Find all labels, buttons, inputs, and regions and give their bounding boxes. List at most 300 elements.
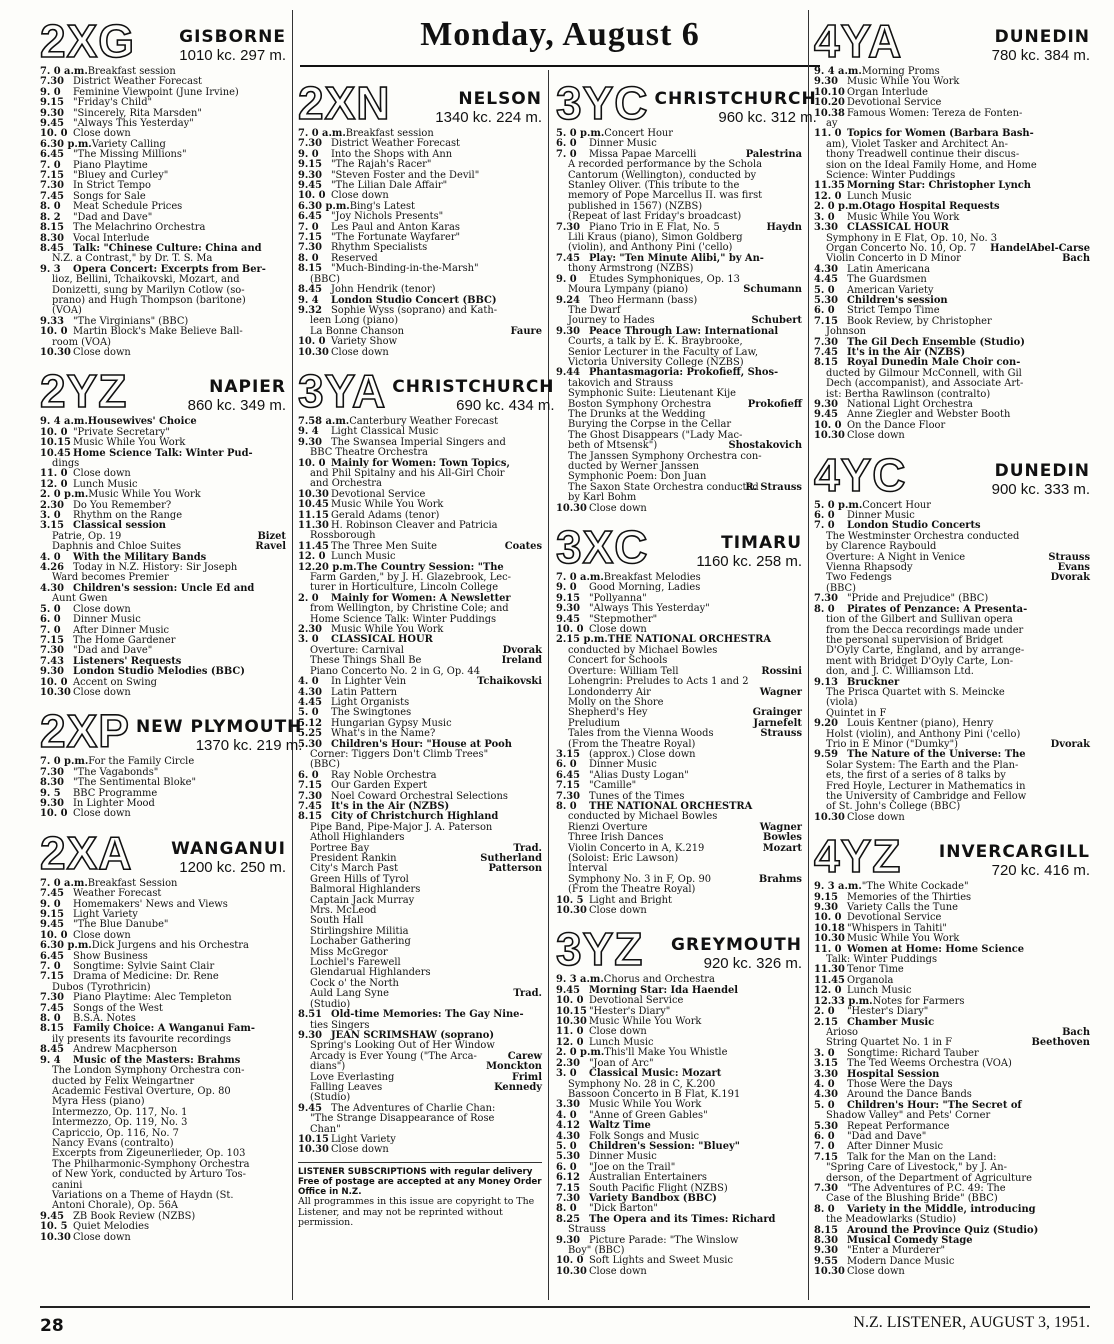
programme-title: Topics for Women (Barbara Bash-	[847, 128, 1034, 140]
programme-time: 5. 0	[814, 284, 835, 296]
station-call-sign: 3YA	[298, 364, 387, 417]
programme-title: Variety in the Middle, introducing	[847, 1203, 1036, 1215]
programme-time: 10.30	[814, 1266, 845, 1278]
programme-time: 10.30	[40, 686, 71, 698]
programme-title: thony Armstrong (NZBS)	[568, 263, 694, 275]
programme-title: Green Hills of Tyrol	[310, 873, 409, 885]
programme-line	[40, 1233, 286, 1243]
programme-title: Dinner Music	[589, 759, 657, 771]
programme-title: Light Variety	[73, 909, 138, 920]
composer: Dvorak	[502, 644, 542, 656]
composer: Bizet	[257, 530, 286, 542]
programme-title: Latin Americana	[847, 263, 930, 275]
programme-title: Johnson	[826, 326, 866, 338]
programme-time: 11. 0	[814, 128, 842, 140]
station-frequency: 1160 kc. 258 m.	[696, 553, 802, 571]
programme-line	[556, 906, 802, 916]
programme-time: 7. 0	[556, 148, 577, 160]
programme-title: Music While You Work	[331, 624, 444, 636]
programme-title: It's in the Air (NZBS)	[847, 346, 966, 358]
programme-title: Dech (accompanist), and Associate Art-	[826, 378, 1024, 390]
programme-title: "Pride and Prejudice" (BBC)	[847, 593, 989, 605]
programme-title: canini	[52, 1179, 83, 1191]
programme-title: Chan"	[310, 1123, 341, 1135]
programme-title: Organ Interlude	[847, 86, 929, 98]
station-header	[556, 76, 817, 129]
programme-time: 5.30	[814, 294, 839, 306]
station-call-sign: 2XN	[298, 77, 391, 129]
programme-title: The Three Men Suite	[331, 540, 437, 552]
programme-time: 7.30	[556, 790, 581, 802]
programme-line	[814, 1267, 1090, 1277]
programme-title: South Hall	[310, 915, 364, 927]
programme-title: Music While You Work	[88, 489, 201, 501]
programme-time: 9.24	[556, 294, 581, 306]
programme-time: 9. 0	[40, 898, 61, 910]
programme-title: Close down	[589, 905, 647, 917]
programme-title: Songs of the West	[73, 1002, 163, 1014]
programme-title: "Dad and Dave"	[73, 645, 153, 657]
programme-title: "Camille"	[589, 780, 637, 792]
programme-title: Strict Tempo Time	[847, 305, 940, 317]
programme-title: Musical Comedy Stage	[847, 1235, 973, 1247]
programme-time: 7.30	[40, 766, 65, 778]
programme-title: Chorus and Orchestra	[603, 974, 715, 986]
programme-title: Tunes of the Times	[589, 790, 685, 802]
programme-time: 8. 0	[40, 201, 61, 213]
programme-title: For the Family Circle	[88, 756, 195, 768]
programme-title: Burying the Corpse in the Cellar	[568, 419, 732, 431]
composer: Sutherland	[480, 853, 542, 864]
programme-time: 6.45	[556, 769, 581, 781]
programme-title: South Pacific Flight (NZBS)	[589, 1182, 728, 1194]
programme-title: "The Vagabonds"	[73, 766, 159, 778]
programme-time: 7.30	[814, 336, 839, 348]
programme-time: 7.30	[556, 221, 581, 233]
programme-title: Love Everlasting	[310, 1071, 395, 1083]
programme-time: 10. 0	[40, 929, 68, 941]
programme-time: 9.45	[40, 919, 65, 931]
programme-title: A recorded performance by the Schola	[568, 159, 762, 171]
programme-title: Light and Bright	[589, 894, 672, 906]
programme-list	[814, 882, 1090, 1277]
programme-title: Meat Schedule Prices	[73, 201, 183, 213]
programme-title: Waltz Time	[589, 1120, 651, 1132]
station-block	[814, 448, 1090, 824]
programme-title: B.S.A. Notes	[73, 1013, 136, 1025]
programme-time: 10.10	[814, 86, 845, 98]
programme-title: Ray Noble Orchestra	[331, 769, 437, 781]
programme-title: Hungarian Gypsy Music	[331, 717, 452, 729]
programme-title: (Studio)	[310, 1092, 351, 1104]
programme-time: 8. 2	[40, 211, 61, 223]
programme-time: 4.30	[40, 582, 65, 594]
programme-line	[814, 431, 1090, 441]
programme-title: The Ghost Disappears ("Lady Mac-	[568, 429, 743, 441]
programme-time: 8.51	[298, 1009, 323, 1021]
programme-time: 5. 0 p.m.	[556, 128, 605, 139]
programme-title: THE NATIONAL ORCHESTRA	[589, 800, 753, 812]
programme-title: Symphonic Poem: Don Juan	[568, 471, 707, 483]
station-header	[40, 14, 286, 67]
programme-time: 9.30	[556, 325, 581, 337]
programme-title: Quintet in F	[826, 707, 887, 719]
column-rule	[292, 10, 293, 1300]
programme-title: Canterbury Weather Forecast	[349, 415, 499, 427]
station-header	[556, 520, 802, 574]
programme-title: Variety Show	[331, 336, 398, 348]
programme-title: Farm Garden," by J. H. Glazebrook, Lec-	[310, 572, 511, 584]
composer: Wagner	[759, 686, 802, 698]
composer: Schumann	[743, 284, 802, 296]
composer: Wagner	[759, 821, 802, 833]
composer: Faure	[510, 325, 542, 337]
programme-title: Close down	[73, 929, 131, 941]
station-city: DUNEDIN	[994, 27, 1090, 47]
programme-title: Weather Forecast	[73, 888, 162, 900]
programme-title: Close down	[73, 1231, 131, 1243]
composer: Mozart	[762, 842, 802, 854]
programme-time: 10. 0	[40, 128, 68, 140]
programme-time: 4.30	[814, 1089, 839, 1101]
station-frequency: 780 kc. 384 m.	[991, 47, 1090, 64]
programme-title: John Hendrik (tenor)	[331, 284, 436, 296]
programme-time: 9.30	[814, 1245, 839, 1257]
programme-title: In Lighter Vein	[331, 676, 407, 688]
programme-title: "Spring Care of Livestock," by J. An-	[826, 1162, 1008, 1174]
programme-time: 7.58 a.m.	[298, 415, 350, 427]
programme-time: 9. 0	[40, 86, 61, 98]
station-city: CHRISTCHURCH	[392, 376, 555, 397]
station-frequency: 1010 kc. 297 m.	[179, 47, 286, 64]
programme-title: "The Missing Millions"	[73, 149, 187, 161]
programme-time: 7. 0 a.m.	[556, 572, 604, 584]
programme-list	[40, 67, 286, 358]
programme-time: 7.15	[556, 780, 581, 792]
station-city: NELSON	[458, 89, 542, 109]
programme-title: JEAN SCRIMSHAW (soprano)	[331, 1029, 494, 1041]
programme-title: Dick Jurgens and his Orchestra	[91, 940, 249, 952]
composer: Handel	[990, 242, 1030, 254]
programme-time: 10.30	[40, 346, 71, 358]
programme-title: turer in Horticulture, Lincoln College	[310, 582, 499, 594]
programme-time: 7.15	[40, 634, 65, 646]
programme-title: Rhythm Specialists	[331, 242, 428, 254]
programme-title: Glendarual Highlanders	[310, 967, 431, 979]
programme-time: 5. 0	[40, 603, 61, 615]
programme-title: Music of the Masters: Brahms	[73, 1054, 241, 1066]
programme-list	[556, 975, 802, 1277]
programme-title: room (VOA)	[52, 336, 112, 348]
programme-title: Opera Concert: Excerpts from Ber-	[73, 263, 266, 275]
programme-title: Daphnis and Chloe Suites	[52, 541, 182, 553]
programme-title: leen Long (piano)	[310, 315, 399, 327]
programme-title: Devotional Service	[589, 995, 684, 1007]
programme-title: Close down	[331, 190, 389, 202]
programme-time: 3.15	[814, 1058, 839, 1070]
station-call-sign: 2XP	[40, 705, 130, 758]
composer: Dvorak	[1050, 572, 1090, 584]
programme-title: (BBC)	[310, 273, 340, 285]
programme-title: Songtime: Richard Tauber	[847, 1047, 979, 1059]
programme-title: Myra Hess (piano)	[52, 1096, 145, 1108]
programme-time: 9. 4	[40, 1054, 61, 1066]
programme-title: Bing's Latest	[349, 200, 416, 212]
programme-title: Children's Hour: "The Secret of	[847, 1099, 1022, 1111]
programme-time: 6. 0	[814, 1130, 835, 1142]
programme-title: "Friday's Child"	[73, 97, 153, 109]
programme-title: The Prisca Quartet with S. Meincke	[826, 686, 1005, 698]
programme-title: Music While You Work	[589, 1016, 702, 1028]
programme-title: "Whispers in Tahiti"	[847, 922, 947, 934]
programme-time: 10. 0	[40, 326, 68, 338]
programme-title: Old-time Memories: The Gay Nine-	[331, 1009, 524, 1021]
programme-title: "The Virginians" (BBC)	[73, 315, 189, 327]
programme-time: 4. 0	[40, 551, 61, 563]
programme-title: Dinner Music	[589, 138, 657, 150]
station-header	[40, 364, 286, 418]
programme-title: Variations on a Theme of Haydn (St.	[52, 1189, 234, 1201]
programme-title: Piano Trio in E Flat, No. 5	[589, 221, 720, 233]
programme-title: Martin Block's Make Believe Ball-	[73, 326, 243, 338]
programme-title: The London Symphony Orchestra con-	[52, 1065, 245, 1077]
programme-title: Overture: William Tell	[568, 665, 679, 677]
programme-title: "Joy Nichols Presents"	[331, 211, 444, 223]
programme-time: 8.15	[298, 811, 323, 823]
programme-title: Royal Dunedin Male Choir con-	[847, 357, 1021, 369]
programme-title: Etudes Symphoniques, Op. 13	[589, 273, 740, 285]
station-frequency: 900 kc. 333 m.	[991, 480, 1090, 498]
programme-time: 10. 0	[298, 336, 326, 348]
programme-time: 7. 0 a.m.	[40, 66, 88, 77]
programme-title: Close down	[589, 502, 647, 514]
programme-time: 10.30	[814, 933, 845, 945]
programme-title: Molly on the Shore	[568, 696, 664, 708]
station-frequency: 690 kc. 434 m.	[456, 396, 555, 414]
programme-title: Modern Dance Music	[847, 1255, 955, 1267]
programme-title: On the Dance Floor	[847, 419, 946, 431]
programme-title: Capriccio, Op. 116, No. 7	[52, 1127, 179, 1139]
programme-title: Close down	[847, 811, 905, 823]
programme-title: Victoria University College (NZBS)	[568, 356, 744, 368]
programme-title: Spring's Looking Out of Her Window	[310, 1040, 495, 1052]
programme-list	[298, 417, 542, 1156]
programme-time: 7.15	[814, 1151, 839, 1163]
programme-title: Breakfast Session	[87, 877, 178, 889]
station-city: NAPIER	[209, 377, 286, 398]
programme-time: 2. 0 p.m.	[556, 1047, 605, 1059]
programme-title: Fred Hoyle, Lecturer in Mathematics in	[826, 780, 1026, 792]
programme-title: (approx.) Close down	[589, 748, 696, 760]
station-city: GISBORNE	[179, 27, 286, 47]
programme-title: Case of the Blushing Bride" (BBC)	[826, 1193, 998, 1205]
station-info	[396, 90, 542, 126]
programme-time: 6. 0	[556, 759, 577, 771]
programme-time: 7. 0 p.m.	[40, 756, 89, 768]
programme-time: 10.30	[556, 1016, 587, 1028]
programme-time: 6. 0	[556, 1161, 577, 1173]
programme-title: Lunch Music	[847, 190, 912, 202]
programme-title: ducted by Gilmour McConnell, with Gil	[826, 367, 1022, 379]
programme-time: 4. 0	[298, 676, 319, 688]
programme-title: Close down	[589, 1265, 647, 1277]
programme-title: Pirates of Penzance: A Presenta-	[847, 603, 1028, 615]
programme-time: 8.15	[814, 1224, 839, 1236]
programme-time: 9.15	[814, 891, 839, 903]
programme-title: Around the Province Quiz (Studio)	[847, 1224, 1039, 1236]
page-number: 28	[40, 1316, 64, 1336]
programme-title: Home Science Talk: Winter Puddings	[310, 613, 497, 625]
programme-title: Peace Through Law: International	[589, 325, 779, 337]
station-header	[298, 76, 542, 129]
programme-time: 4.45	[298, 696, 323, 708]
station-header	[40, 704, 303, 758]
programme-time: 5.30	[298, 738, 323, 750]
programme-time: 3.30	[814, 1068, 839, 1080]
programme-title: Morning Star: Ida Haendel	[589, 984, 739, 996]
composer: Grainger	[752, 707, 802, 719]
column-2	[298, 76, 555, 1304]
programme-time: 7.15	[814, 315, 839, 327]
programme-title: Variety Calls the Tune	[847, 902, 958, 914]
programme-time: 7.45	[40, 888, 65, 900]
programme-title: Portree Bay	[310, 842, 370, 854]
composer: Coates	[504, 540, 542, 552]
composer: Abel-Carse	[1029, 242, 1090, 254]
programme-title: takovich and Strauss	[568, 377, 674, 389]
programme-title: Close down	[73, 346, 131, 358]
programme-time: 11.30	[814, 964, 845, 976]
programme-title: BBC Theatre Orchestra	[310, 447, 428, 459]
programme-time: 6.12	[556, 1172, 581, 1184]
station-info	[136, 718, 302, 754]
station-block	[40, 14, 286, 358]
programme-title: Andrew Macpherson	[73, 1044, 178, 1056]
programme-title: Violin Concerto in D Minor	[826, 253, 961, 265]
programme-time: 10.38	[814, 107, 845, 119]
programme-title: The Ted Weems Orchestra (VOA)	[847, 1058, 1012, 1070]
programme-title: Housewives' Choice	[87, 416, 197, 428]
programme-time: 12. 0	[40, 478, 68, 490]
programme-title: Tenor Time	[847, 964, 904, 976]
programme-title: Concert Hour	[862, 499, 931, 511]
programme-time: 10.30	[298, 488, 329, 500]
composer: Strauss	[760, 728, 802, 740]
programme-title: Famous Women: Tereza de Fonten-	[847, 107, 1023, 119]
station-info	[654, 534, 802, 570]
programme-title: Cock o' the North	[310, 977, 399, 989]
programme-time: 7.30	[40, 992, 65, 1004]
programme-time: 7.30	[814, 1183, 839, 1194]
programme-title: In Lighter Mood	[73, 797, 155, 809]
station-block	[556, 520, 802, 916]
programme-title: Devotional Service	[847, 97, 942, 109]
programme-time: 12.33 p.m.	[814, 995, 873, 1007]
programme-title: Children's Hour: "House at Pooh	[331, 738, 512, 750]
programme-time: 6. 0	[556, 138, 577, 150]
programme-title: Show Business	[73, 950, 148, 962]
programme-time: 11.35	[814, 180, 845, 192]
programme-title: The Opera and its Times: Richard	[589, 1213, 776, 1225]
programme-time: 11. 0	[814, 943, 842, 955]
programme-title: Morning Star: Christopher Lynch	[847, 180, 1031, 192]
programme-time: 10. 0	[298, 190, 326, 202]
programme-title: Captain Jack Murray	[310, 894, 415, 906]
programme-time: 10. 0	[40, 426, 68, 438]
programme-title: Gerald Adams (tenor)	[331, 509, 440, 521]
programme-time: 9.30	[40, 797, 65, 809]
programme-time: 7.15	[40, 971, 65, 983]
composer: Monckton	[486, 1061, 542, 1073]
station-frequency: 960 kc. 312 m.	[718, 109, 817, 126]
column-4	[814, 14, 1090, 1304]
programme-time: 3. 0	[298, 634, 319, 646]
programme-time: 4.26	[40, 562, 65, 574]
programme-time: 4. 0	[556, 1109, 577, 1121]
programme-title: Close down	[589, 1026, 647, 1038]
programme-list	[298, 129, 542, 358]
programme-title: Australian Entertainers	[589, 1172, 707, 1184]
programme-title: (Soloist: Eric Lawson)	[568, 853, 679, 864]
programme-title: Moura Lympany (piano)	[568, 284, 689, 296]
programme-title: Devotional Service	[331, 488, 426, 500]
programme-line	[298, 348, 542, 358]
programme-time: 8.15	[298, 263, 323, 275]
subscription-notice	[298, 1162, 542, 1228]
programme-time: 9.15	[298, 159, 323, 171]
programme-title: Violin Concerto in A, K.219	[568, 842, 705, 854]
programme-time: 9.15	[556, 592, 581, 604]
programme-time: 12. 0	[814, 190, 842, 202]
programme-title: Symphony No. 28 in C, K.200	[568, 1078, 716, 1090]
programme-time: 10.45	[40, 447, 71, 459]
station-block	[814, 829, 1090, 1277]
programme-time: 9.30	[298, 169, 323, 181]
programme-time: 9. 0	[298, 148, 319, 160]
programme-time: 6. 0	[814, 305, 835, 317]
programme-time: 7.30	[40, 645, 65, 657]
programme-title: Close down	[589, 624, 647, 636]
programme-title: "Stepmother"	[589, 613, 658, 625]
programme-title: of St. John's College (BBC)	[826, 801, 961, 813]
programme-time: 2.15	[814, 1016, 839, 1028]
programme-line	[40, 348, 286, 358]
programme-title: Devotional Service	[847, 912, 942, 924]
programme-title: Courts, a talk by E. K. Braybrooke,	[568, 336, 743, 348]
programme-time: 8.45	[298, 284, 323, 296]
programme-title: Mainly for Women: A Newsletter	[331, 592, 511, 604]
station-info	[138, 840, 286, 876]
programme-title: Overture: Carnival	[310, 644, 404, 656]
station-info	[908, 28, 1090, 64]
programme-title: ets, the first of a series of 8 talks by	[826, 770, 1006, 782]
station-block	[814, 14, 1090, 442]
programme-time: 8.30	[814, 1235, 839, 1247]
programme-time: 9.30	[40, 107, 65, 119]
programme-time: 10.20	[814, 97, 845, 109]
programme-title: Piano Playtime	[73, 159, 148, 171]
programme-title: The Melachrino Orchestra	[73, 222, 206, 234]
programme-time: 4.12	[556, 1120, 581, 1132]
footer-rule	[40, 1306, 1090, 1308]
composer: Tchaikovski	[477, 676, 542, 688]
programme-time: 11.30	[298, 520, 329, 531]
programme-title: H. Robinson Cleaver and Patricia	[331, 520, 498, 531]
programme-title: "Sincerely, Rita Marsden"	[73, 107, 202, 119]
programme-time: 2.30	[556, 1057, 581, 1069]
programme-title: Bassoon Concerto in B Flat, K.191	[568, 1088, 741, 1100]
programme-title: Chamber Music	[847, 1016, 935, 1028]
